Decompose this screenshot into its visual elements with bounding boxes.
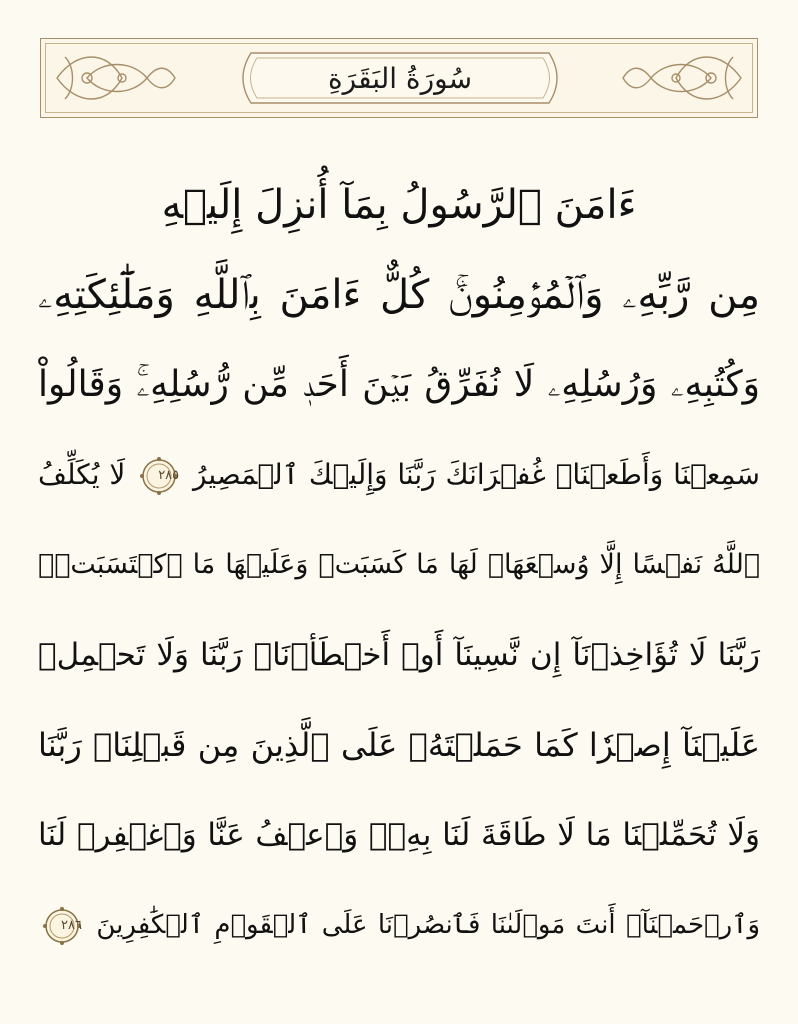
- verse-line-9: [38, 880, 760, 970]
- surah-title: سُورَةُ البَقَرَةِ: [327, 61, 473, 95]
- verse-line-4b: لَا يُكَلِّفُ: [38, 458, 126, 491]
- ayah-number: ٢٨٥: [158, 468, 180, 483]
- ayah-number: ٢٨٦: [61, 917, 82, 933]
- verse-line-7: عَلَيۡنَآ إِصۡرٗا كَمَا حَمَلۡتَهُۥ عَلَى ٱلَّذِينَ مِن قَبۡلِنَاۚ رَبَّنَا: [38, 726, 760, 764]
- verse-line-3: وَكُتُبِهِۦ وَرُسُلِهِۦ لَا نُفَرِّقُ بَيۡنَ أَحَدٖ مِّن رُّسُلِهِۦۚ وَقَالُواْ: [38, 364, 760, 405]
- ayah-marker-286: [42, 906, 82, 946]
- surah-header-frame: [40, 38, 758, 118]
- ornament-right-icon: [621, 45, 751, 111]
- verse-line-2: مِن رَّبِّهِۦ وَٱلۡمُؤۡمِنُونَۚ كُلٌّ ءَامَنَ بِٱللَّهِ وَمَلَٰٓئِكَتِهِۦ: [38, 272, 760, 318]
- verse-line-8: وَلَا تُحَمِّلۡنَا مَا لَا طَاقَةَ لَنَا بِهِۦۖ وَٱعۡفُ عَنَّا وَٱغۡفِرۡ لَنَا: [38, 817, 760, 853]
- verse-line-5: ٱللَّهُ نَفۡسًا إِلَّا وُسۡعَهَاۚ لَهَا مَا كَسَبَتۡ وَعَلَيۡهَا مَا ٱكۡتَسَبَتۡۗ: [38, 549, 760, 580]
- verse-line-4a: سَمِعۡنَا وَأَطَعۡنَاۖ غُفۡرَانَكَ رَبَّنَا وَإِلَيۡكَ ٱلۡمَصِيرُ: [192, 458, 761, 491]
- verse-line-1: ءَامَنَ ٱلرَّسُولُ بِمَآ أُنزِلَ إِلَيۡهِ: [161, 182, 637, 228]
- ayah-marker-285: [139, 456, 179, 496]
- verse-line-9a: وَٱرۡحَمۡنَآۚ أَنتَ مَوۡلَىٰنَا فَٱنصُرۡنَا عَلَى ٱلۡقَوۡمِ ٱلۡكَٰفِرِينَ: [96, 910, 760, 940]
- ornament-left-icon: [47, 45, 177, 111]
- verse-line-4: [38, 430, 760, 520]
- verse-line-6: رَبَّنَا لَا تُؤَاخِذۡنَآ إِن نَّسِينَآ أَوۡ أَخۡطَأۡنَاۚ رَبَّنَا وَلَا تَحۡمِلۡ: [38, 637, 760, 673]
